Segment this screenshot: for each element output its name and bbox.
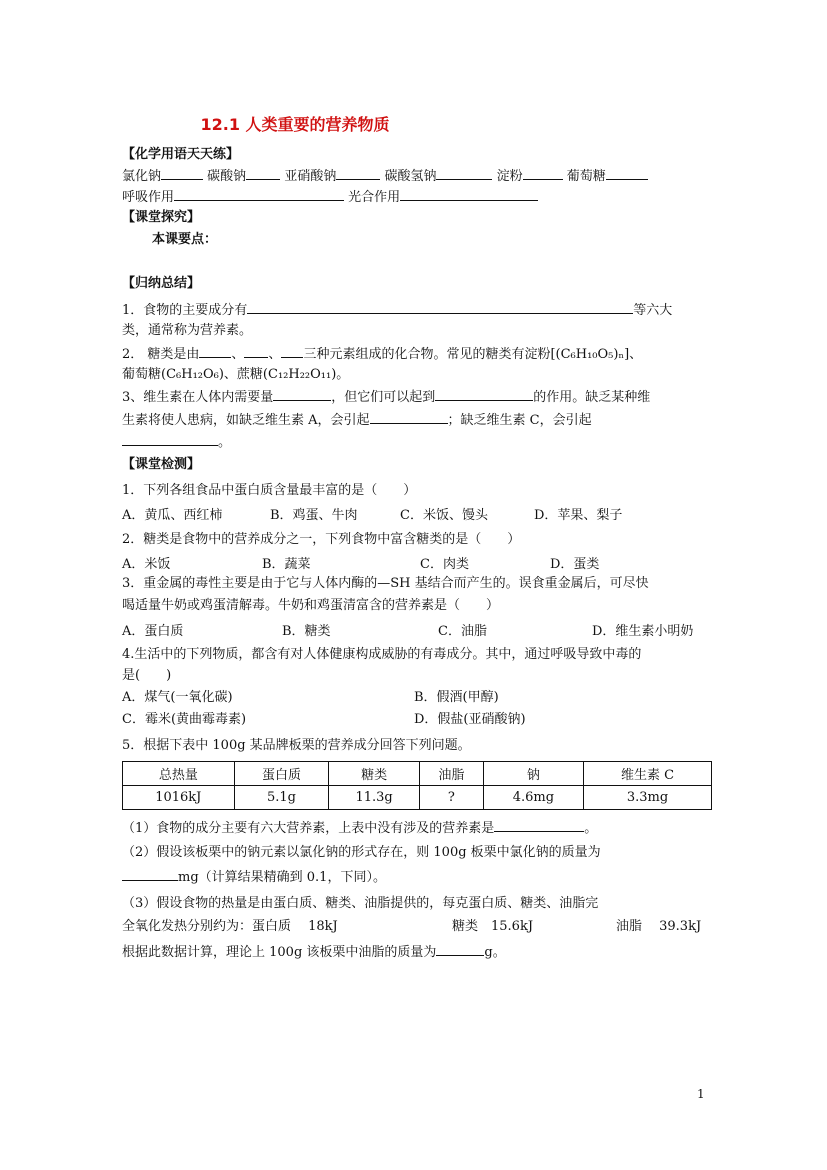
table-header: 总热量 (123, 762, 235, 786)
q-text: 2． 糖类是由 (122, 347, 200, 362)
q-text: ，但它们可以起到 (331, 390, 436, 405)
q-text: mg（计算结果精确到 0.1，下同）。 (178, 870, 386, 885)
test-q2-option-a[interactable]: A．米饭 (122, 557, 171, 572)
table-cell: 5.1g (234, 786, 329, 810)
test-q2-option-b[interactable]: B．蔬菜 (262, 557, 311, 572)
label-glucose: 葡萄糖 (566, 169, 606, 184)
test-q4-option-a[interactable]: A．煤气(一氧化碳) (122, 690, 233, 705)
formula-line-2 (122, 188, 538, 207)
q-text: 的作用。缺乏某种维 (533, 390, 651, 405)
test-q2-option-c[interactable]: C．肉类 (420, 557, 469, 572)
sub-q3-line1: （3）假设食物的热量是由蛋白质、糖类、油脂提供的，每克蛋白质、糖类、油脂完 (122, 896, 599, 911)
test-q2: 2．糖类是食物中的营养成分之一，下列食物中富含糖类的是（ ） (122, 532, 521, 547)
section-heading-practice: 【化学用语天天练】 (122, 147, 240, 162)
test-q1-option-c[interactable]: C．米饭、馒头 (400, 508, 488, 523)
blank[interactable] (246, 167, 280, 180)
blank[interactable] (247, 301, 633, 314)
summary-q1-line2: 类，通常称为营养素。 (122, 323, 253, 338)
table-row (123, 786, 712, 810)
formula-line-1 (122, 167, 648, 186)
section-heading-test: 【课堂检测】 (122, 457, 201, 472)
table-header: 维生素 C (583, 762, 711, 786)
test-q4-option-c[interactable]: C．霉米(黄曲霉毒素) (122, 712, 247, 727)
blank[interactable] (436, 943, 484, 956)
test-q1-option-a[interactable]: A．黄瓜、西红柿 (122, 508, 223, 523)
test-q3-option-b[interactable]: B．糖类 (282, 624, 331, 639)
label-nahco3: 碳酸氢钠 (384, 169, 437, 184)
sub-q3-line3 (122, 943, 506, 962)
q-text: （1）食物的成分主要有六大营养素，上表中没有涉及的营养素是 (122, 821, 495, 836)
blank[interactable] (281, 345, 303, 358)
blank[interactable] (161, 167, 203, 180)
table-header-row (123, 762, 712, 786)
blank[interactable] (606, 167, 648, 180)
summary-q3-line3 (122, 433, 231, 452)
sub-q2-line2 (122, 868, 386, 887)
summary-q3-line1 (122, 388, 650, 407)
q-text: 根据此数据计算，理论上 100g 该板栗中油脂的质量为 (122, 945, 437, 960)
test-q3-option-c[interactable]: C．油脂 (438, 624, 487, 639)
section-heading-explore: 【课堂探究】 (122, 210, 201, 225)
nutrition-table (122, 761, 712, 810)
blank[interactable] (494, 819, 584, 832)
sub-q2-line1: （2）假设该板栗中的钠元素以氯化钠的形式存在，则 100g 板栗中氯化钠的质量为 (122, 845, 601, 860)
blank[interactable] (122, 868, 178, 881)
blank[interactable] (122, 433, 218, 446)
key-points-label: 本课要点： (152, 232, 218, 247)
q-text: 1．食物的主要成分有 (122, 303, 248, 318)
label-photosynthesis: 光合作用 (348, 190, 401, 205)
test-q2-option-d[interactable]: D．蛋类 (550, 557, 600, 572)
test-q3-line1: 3．重金属的毒性主要是由于它与人体内酶的—SH 基结合而产生的。误食重金属后，可尽快 (122, 576, 649, 591)
table-cell: 11.3g (329, 786, 420, 810)
blank[interactable] (400, 188, 538, 201)
summary-q2-line2: 葡萄糖(C₆H₁₂O₆)、蔗糖(C₁₂H₂₂O₁₁)。 (122, 367, 350, 382)
blank[interactable] (199, 345, 231, 358)
q-text: 等六大 (633, 303, 673, 318)
summary-q1-line1 (122, 301, 672, 320)
label-na2co3: 碳酸钠 (207, 169, 247, 184)
blank[interactable] (435, 388, 533, 401)
page-title: 12.1 人类重要的营养物质 (200, 115, 390, 134)
summary-q3-line2 (122, 411, 592, 430)
blank[interactable] (523, 167, 563, 180)
q-text: 三种元素组成的化合物。常见的糖类有淀粉[(C₆H₁₀O₅)ₙ]、 (303, 347, 643, 362)
test-q3-line2: 喝适量牛奶或鸡蛋清解毒。牛奶和鸡蛋清富含的营养素是（ ） (122, 598, 500, 613)
blank[interactable] (174, 188, 344, 201)
test-q1-option-b[interactable]: B．鸡蛋、牛肉 (270, 508, 358, 523)
label-nacl: 氯化钠 (122, 169, 162, 184)
table-cell: ? (419, 786, 483, 810)
test-q4-option-d[interactable]: D．假盐(亚硝酸钠) (414, 712, 526, 727)
table-header: 蛋白质 (234, 762, 329, 786)
section-heading-summary: 【归纳总结】 (122, 276, 201, 291)
test-q1: 1．下列各组食品中蛋白质含量最丰富的是（ ） (122, 483, 417, 498)
blank[interactable] (244, 345, 268, 358)
test-q3-option-a[interactable]: A．蛋白质 (122, 624, 184, 639)
test-q5: 5．根据下表中 100g 某品牌板栗的营养成分回答下列问题。 (122, 738, 471, 753)
summary-q2-line1: 2． 糖类是由 、 、 三种元素组成的化合物。常见的糖类有淀粉[(C₆H₁₀O₅)ₙ]、 (122, 347, 643, 362)
test-q1-option-d[interactable]: D．苹果、梨子 (534, 508, 623, 523)
table-cell: 1016kJ (123, 786, 235, 810)
q-text: 。 (584, 821, 598, 836)
page-number: 1 (697, 1087, 705, 1101)
q-text: g。 (484, 945, 506, 960)
sub-q3-heat-protein: 全氧化发热分别约为：蛋白质 18kJ (122, 919, 338, 934)
table-cell: 3.3mg (583, 786, 711, 810)
blank[interactable] (370, 411, 448, 424)
label-starch: 淀粉 (496, 169, 523, 184)
table-header: 油脂 (419, 762, 483, 786)
label-respiration: 呼吸作用 (122, 190, 175, 205)
q-text: ；缺乏维生素 C，会引起 (447, 413, 592, 428)
blank[interactable] (436, 167, 492, 180)
sub-q1 (122, 819, 597, 838)
q-text: 生素将使人患病，如缺乏维生素 A，会引起 (122, 413, 370, 428)
table-cell: 4.6mg (483, 786, 583, 810)
q-text: 。 (218, 435, 232, 450)
table-header: 钠 (483, 762, 583, 786)
sub-q3-heat-sugar: 糖类 15.6kJ (452, 919, 534, 934)
test-q4-line2: 是( ) (122, 668, 172, 683)
table-header: 糖类 (329, 762, 420, 786)
blank[interactable] (336, 167, 380, 180)
blank[interactable] (273, 388, 331, 401)
test-q4-line1: 4.生活中的下列物质，都含有对人体健康构成威胁的有毒成分。其中，通过呼吸导致中毒的 (122, 647, 642, 662)
sub-q3-heat-fat: 油脂 39.3kJ (616, 919, 702, 934)
test-q3-option-d[interactable]: D．维生素小明奶 (592, 624, 694, 639)
test-q4-option-b[interactable]: B．假酒(甲醇) (414, 690, 499, 705)
label-nano2: 亚硝酸钠 (284, 169, 337, 184)
q-text: 3、维生素在人体内需要量 (122, 390, 274, 405)
